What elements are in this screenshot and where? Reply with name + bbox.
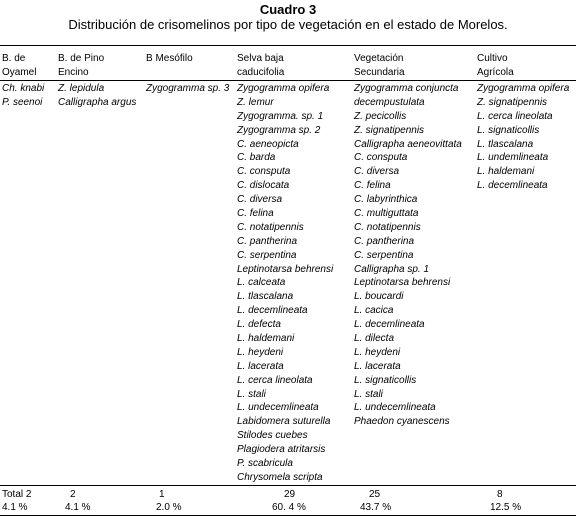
bottom-rule xyxy=(0,515,576,516)
species-entry: C. multiguttata xyxy=(354,208,419,220)
species-entry: C. pantherina xyxy=(237,235,298,247)
total-count-vegetacion-secundaria: 25 xyxy=(369,489,381,500)
species-entry: C. dislocata xyxy=(237,180,290,192)
species-entry: L. undecemlineata xyxy=(237,402,319,414)
table-title: Cuadro 3 xyxy=(259,2,317,17)
column-selva-baja xyxy=(237,82,333,485)
species-entry: Z. lemur xyxy=(237,96,274,108)
species-entry: P. scabricula xyxy=(237,458,293,470)
species-entry: C. aeneopicta xyxy=(237,138,299,150)
species-entry: L. undemlineata xyxy=(477,152,549,164)
species-entry: L. dilecta xyxy=(354,333,395,345)
species-entry: P. seenoi xyxy=(2,96,43,108)
total-count-cultivo-agricola: 8 xyxy=(497,489,503,500)
species-entry: Labidomera suturella xyxy=(237,416,331,428)
species-entry: C. serpentina xyxy=(354,249,414,261)
species-entry: Z. pecicollis xyxy=(354,110,407,122)
species-entry: C. barda xyxy=(237,152,276,164)
header-vegetacion-secundaria: Vegetación Secundaria xyxy=(354,53,405,78)
species-entry: L. boucardi xyxy=(354,291,404,303)
column-pino-encino xyxy=(58,82,136,110)
species-entry: C. diversa xyxy=(237,194,283,206)
species-entry: L. cacica xyxy=(354,305,394,317)
total-percent-selva-baja: 60. 4 % xyxy=(272,502,306,513)
species-entry: L. signaticollis xyxy=(477,124,540,136)
species-entry: L. defecta xyxy=(237,319,281,331)
total-percent-oyamel: 4.1 % xyxy=(2,502,28,513)
species-entry: Leptinotarsa behrensi xyxy=(354,277,451,289)
total-percent-pino-encino: 4.1 % xyxy=(65,502,91,513)
species-entry: C. felina xyxy=(354,180,391,192)
total-percent-cultivo-agricola: 12.5 % xyxy=(490,502,522,513)
column-vegetacion-secundaria xyxy=(354,82,462,429)
species-entry: Leptinotarsa behrensi xyxy=(237,263,334,275)
species-entry: C. notatipennis xyxy=(354,221,421,233)
total-percent-vegetacion-secundaria: 43.7 % xyxy=(360,502,392,513)
total-percent-mesofilo: 2.0 % xyxy=(156,502,182,513)
species-entry: L. tlascalana xyxy=(237,291,294,303)
species-entry: Stilodes cuebes xyxy=(237,430,308,442)
species-entry: Ch. knabi xyxy=(2,83,45,94)
header-cultivo-agricola: Cultivo Agrícola xyxy=(477,53,514,78)
species-entry: Zygogramma sp. 2 xyxy=(237,124,321,136)
species-entry: C. pantherina xyxy=(354,235,415,247)
header-pino-encino: B. de Pino Encino xyxy=(58,53,105,78)
species-entry: Chrysomela scripta xyxy=(237,471,323,483)
species-entry: C. diversa xyxy=(354,166,400,178)
species-entry: Z. signatipennis xyxy=(477,96,548,108)
species-entry: Z. signatipennis xyxy=(354,124,425,136)
species-entry: Phaedon cyanescens xyxy=(354,416,450,428)
header-rule xyxy=(0,80,576,81)
totals-rule xyxy=(0,485,576,486)
species-entry: L. lacerata xyxy=(237,360,284,372)
total-count-selva-baja: 29 xyxy=(284,489,296,500)
species-entry: decempustulata xyxy=(354,96,425,108)
header-selva-baja: Selva baja caducifolia xyxy=(237,53,285,78)
species-entry: L. cerca lineolata xyxy=(477,110,553,122)
total-count-oyamel: Total 2 xyxy=(2,489,32,500)
species-entry: L. cerca lineolata xyxy=(237,374,313,386)
species-entry: Calligrapha sp. 1 xyxy=(354,263,430,275)
species-entry: L. stali xyxy=(237,388,266,400)
species-entry: Zygogramma sp. 3 xyxy=(146,83,230,94)
species-entry: C. felina xyxy=(237,208,274,220)
species-entry: Plagiodera atritarsis xyxy=(237,444,326,456)
total-count-mesofilo: 1 xyxy=(159,489,165,500)
species-entry: L. heydeni xyxy=(237,346,284,358)
species-entry: C. consputa xyxy=(237,166,291,178)
species-entry: L. decemlineata xyxy=(354,319,425,331)
column-mesofilo xyxy=(146,82,229,96)
species-entry: L. signaticollis xyxy=(354,374,417,386)
species-entry: L. decemlineata xyxy=(237,305,308,317)
species-entry: L. stali xyxy=(354,388,383,400)
species-entry: C. consputa xyxy=(354,152,408,164)
header-mesofilo: B Mesófilo xyxy=(146,53,193,64)
table-subtitle: Distribución de crisomelinos por tipo de vegetación en el estado de Morelos. xyxy=(68,17,508,32)
header-oyamel: B. de Oyamel xyxy=(2,53,37,78)
species-entry: L. undecemlineata xyxy=(354,402,436,414)
species-entry: Zygogramma opifera xyxy=(237,83,330,94)
total-count-pino-encino: 2 xyxy=(70,489,76,500)
species-entry: C. serpentina xyxy=(237,249,297,261)
species-entry: Zygogramma opifera xyxy=(477,83,570,94)
species-entry: L. haldemani xyxy=(237,333,295,345)
species-entry: L. lacerata xyxy=(354,360,401,372)
species-entry: Zygogramma conjuncta xyxy=(354,83,459,94)
species-entry: L. haldemani xyxy=(477,166,535,178)
species-entry: Calligrapha aeneovittata xyxy=(354,138,462,150)
species-entry: L. tlascalana xyxy=(477,138,534,150)
species-entry: C. labyrinthica xyxy=(354,194,418,206)
column-cultivo-agricola xyxy=(477,82,569,193)
species-entry: C. notatipennis xyxy=(237,221,304,233)
column-oyamel xyxy=(2,82,44,110)
species-entry: Z. lepidula xyxy=(58,83,105,94)
species-entry: L. decemlineata xyxy=(477,180,548,192)
species-entry: Calligrapha argus xyxy=(58,96,137,108)
top-rule xyxy=(0,45,576,46)
species-entry: L. heydeni xyxy=(354,346,401,358)
species-entry: L. calceata xyxy=(237,277,286,289)
species-entry: Zygogramma. sp. 1 xyxy=(237,110,324,122)
